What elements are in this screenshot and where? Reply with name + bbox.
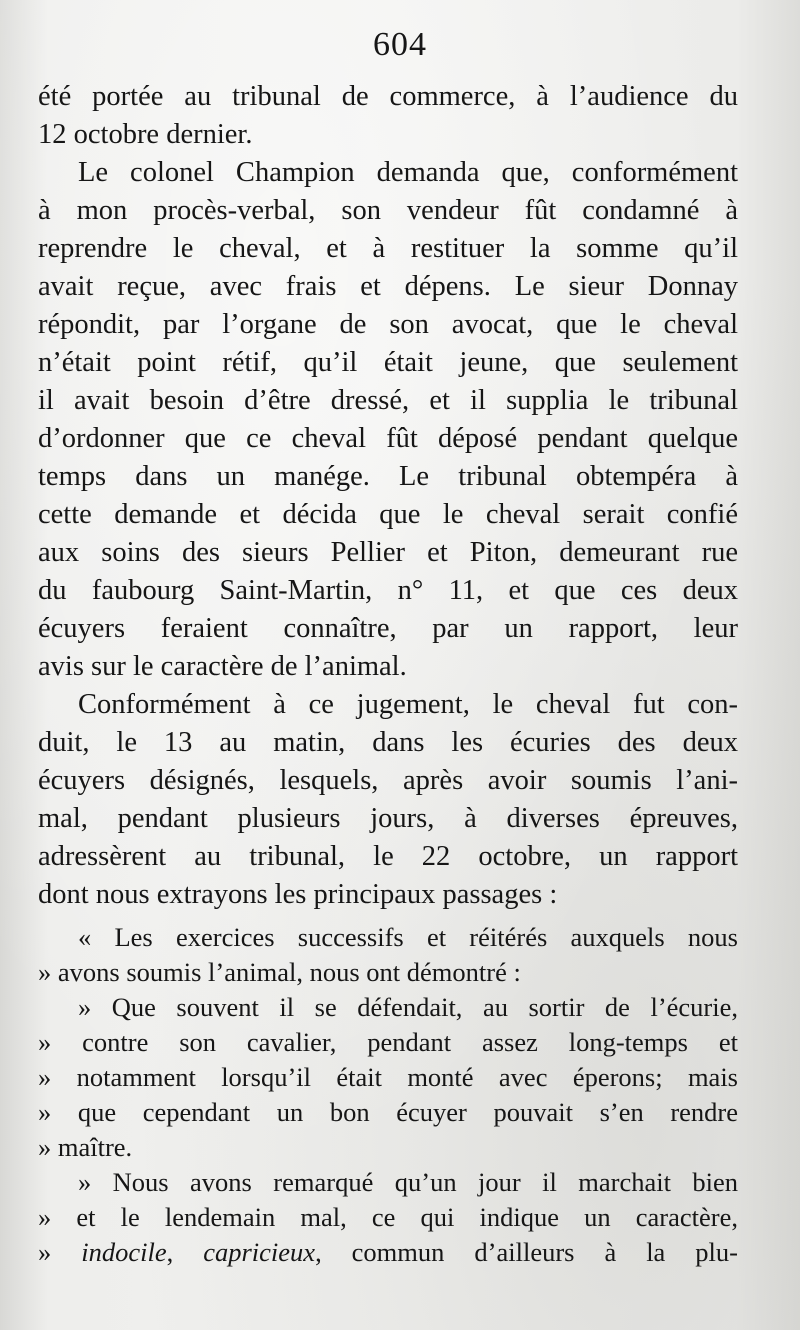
text-line: du faubourg Saint-Martin, n° 11, et que ces deux: [38, 575, 738, 606]
quote-line: » avons soumis l’animal, nous ont démontré :: [38, 957, 521, 987]
page-number: 604: [373, 26, 427, 63]
text-line: à mon procès-verbal, son vendeur fût condamné à: [38, 195, 738, 226]
text-line: il avait besoin d’être dressé, et il supplia le tribunal: [38, 385, 738, 416]
quoted-report: [38, 920, 738, 1270]
quote-line: » Que souvent il se défendait, au sortir de l’écurie,: [78, 992, 738, 1022]
italic-word-capricieux: capricieux: [203, 1237, 316, 1267]
quote-marker: »: [38, 1237, 82, 1267]
text-line: aux soins des sieurs Pellier et Piton, demeurant rue: [38, 537, 738, 568]
quote-line: » que cependant un bon écuyer pouvait s’en rendre: [38, 1097, 738, 1127]
text-line: cette demande et décida que le cheval serait confié: [38, 499, 738, 530]
main-text: [38, 78, 738, 1270]
text-line: été portée au tribunal de commerce, à l’audience du: [38, 81, 738, 112]
text-line: temps dans un manége. Le tribunal obtempéra à: [38, 461, 738, 492]
text-line: répondit, par l’organe de son avocat, que le cheval: [38, 309, 738, 340]
text-line: 12 octobre dernier.: [38, 119, 253, 150]
quote-line: » Nous avons remarqué qu’un jour il marchait bien: [78, 1167, 738, 1197]
text-line: écuyers désignés, lesquels, après avoir soumis l’ani-: [38, 765, 738, 796]
italic-word-indocile: indocile: [81, 1237, 167, 1267]
line-rest: , commun d’ailleurs à la plu-: [315, 1237, 738, 1267]
text-line: avis sur le caractère de l’animal.: [38, 651, 407, 682]
text-line: duit, le 13 au matin, dans les écuries des deux: [38, 727, 738, 758]
text-line: reprendre le cheval, et à restituer la somme qu’il: [38, 233, 738, 264]
quote-line: « Les exercices successifs et réitérés auxquels nous: [78, 922, 738, 952]
text-line: mal, pendant plusieurs jours, à diverses épreuves,: [38, 803, 738, 834]
text-line: dont nous extrayons les principaux passages :: [38, 879, 558, 910]
separator: ,: [166, 1237, 204, 1267]
text-line: Le colonel Champion demanda que, conformément: [78, 157, 738, 188]
text-line: d’ordonner que ce cheval fût déposé pendant quelque: [38, 423, 738, 454]
text-line: écuyers feraient connaître, par un rapport, leur: [38, 613, 738, 644]
quote-line-final: [38, 1235, 738, 1270]
text-line: adressèrent au tribunal, le 22 octobre, un rapport: [38, 841, 738, 872]
quote-line: » contre son cavalier, pendant assez long-temps et: [38, 1027, 738, 1057]
quote-line: » notamment lorsqu’il était monté avec éperons; mais: [38, 1062, 738, 1092]
text-line: Conformément à ce jugement, le cheval fut con-: [78, 689, 738, 720]
quote-line: » maître.: [38, 1132, 133, 1162]
text-line: n’était point rétif, qu’il était jeune, que seulement: [38, 347, 738, 378]
quote-line: » et le lendemain mal, ce qui indique un caractère,: [38, 1202, 738, 1232]
text-line: avait reçue, avec frais et dépens. Le sieur Donnay: [38, 271, 738, 302]
